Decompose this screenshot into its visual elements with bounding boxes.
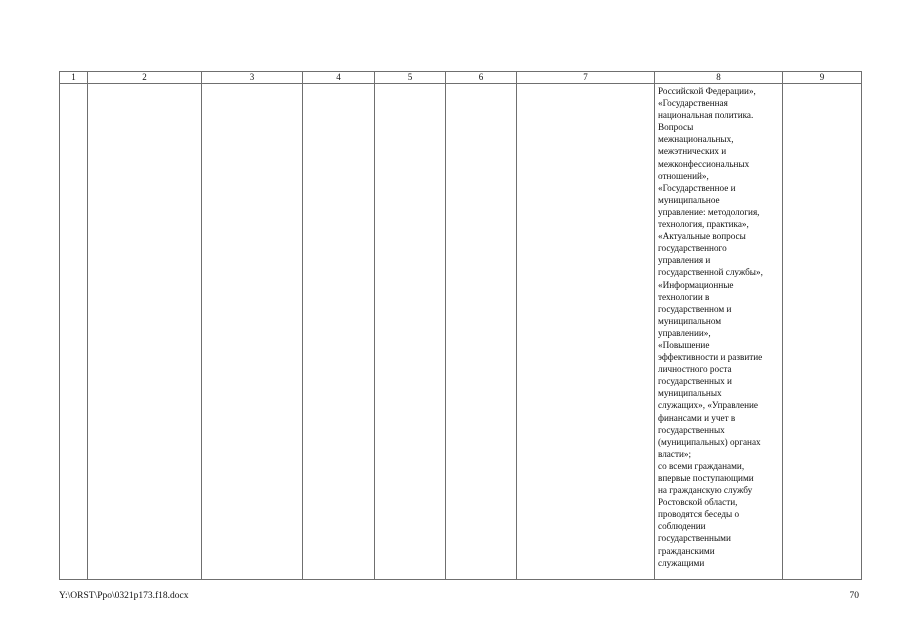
- column-header-6: 6: [446, 72, 517, 84]
- page-number: 70: [849, 591, 859, 601]
- column-header-7: 7: [517, 72, 655, 84]
- table-cell-2: [88, 84, 202, 580]
- column-header-4: 4: [303, 72, 375, 84]
- table-cell-1: [60, 84, 88, 580]
- table-cell-7: [517, 84, 655, 580]
- table-cell-6: [446, 84, 517, 580]
- table-row: [60, 84, 862, 580]
- table-cell-4: [303, 84, 375, 580]
- document-table: [59, 71, 862, 580]
- column-header-5: 5: [375, 72, 446, 84]
- column-header-9: 9: [783, 72, 862, 84]
- table-cell-5: [375, 84, 446, 580]
- column-header-1: 1: [60, 72, 88, 84]
- column-header-2: 2: [88, 72, 202, 84]
- column-header-8: 8: [655, 72, 783, 84]
- header-row: [60, 72, 862, 84]
- table-cell-9: [783, 84, 862, 580]
- column-header-3: 3: [202, 72, 303, 84]
- table-cell-3: [202, 84, 303, 580]
- cell-8-text: Российской Федерации», «Государственная национальная политика. Вопросы межнациональных, межэтнических и межконфессиональных отношений», «Государственное и муниципальное управление: методология, технология, практика», «Актуальные вопросы государственного управления и государственной службы», «Информационные технологии в государственном и муниципальном управлении», «Повышение эффективности и развитие личностного роста государственных и муниципальных служащих», «Управление финансами и учет в государственных (муниципальных) органах власти»; со всеми гражданами, впервые поступающими на гражданскую службу Ростовской области, проводятся беседы о соблюдении государственными гражданскими служащими: [658, 86, 763, 568]
- footer-file-path: Y:\ORST\Ppo\0321p173.f18.docx: [59, 591, 189, 601]
- table-cell-8: [655, 84, 783, 580]
